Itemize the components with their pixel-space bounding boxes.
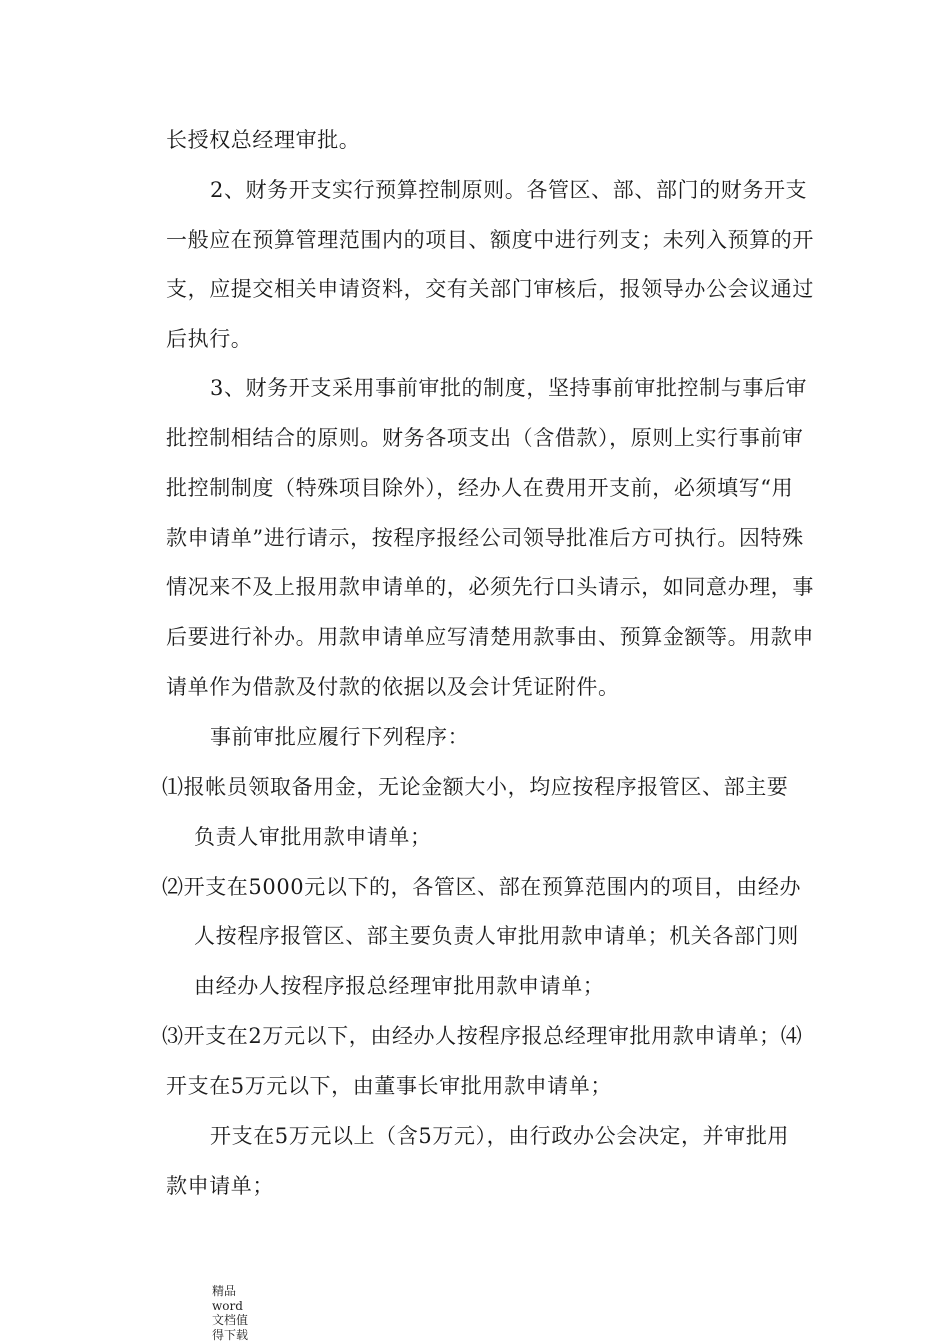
text-line: 请单作为借款及付款的依据以及会计凭证附件。 bbox=[166, 675, 620, 699]
list-item-2: ⑵开支在5000元以下的，各管区、部在预算范围内的项目，由经办 bbox=[162, 875, 802, 899]
text-line: 情况来不及上报用款申请单的，必须先行口头请示，如同意办理，事 bbox=[166, 575, 814, 599]
text-line: 后执行。 bbox=[166, 327, 253, 351]
list-item-2-cont: 由经办人按程序报总经理审批用款申请单； bbox=[194, 974, 605, 998]
text-line: 开支在5万元以上（含5万元），由行政办公会决定，并审批用 bbox=[210, 1124, 790, 1148]
text-line: 款申请单； bbox=[166, 1174, 274, 1198]
footer-line: 得下载 bbox=[212, 1327, 249, 1342]
list-item-1-cont: 负责人审批用款申请单； bbox=[194, 825, 432, 849]
paragraph-2-start: 2、财务开支实行预算控制原则。各管区、部、部门的财务开支 bbox=[210, 178, 808, 202]
text-line: 批控制制度（特殊项目除外），经办人在费用开支前，必须填写“用 bbox=[166, 476, 794, 500]
text-line: 一般应在预算管理范围内的项目、额度中进行列支；未列入预算的开 bbox=[166, 228, 814, 252]
list-item-2-cont: 人按程序报管区、部主要负责人审批用款申请单；机关各部门则 bbox=[194, 924, 799, 948]
text-line: 批控制相结合的原则。财务各项支出（含借款），原则上实行事前审 bbox=[166, 426, 804, 450]
procedure-heading: 事前审批应履行下列程序： bbox=[210, 725, 470, 749]
paragraph-3-start: 3、财务开支采用事前审批的制度，坚持事前审批控制与事后审 bbox=[210, 376, 808, 400]
list-item-4-cont: 开支在5万元以下，由董事长审批用款申请单； bbox=[166, 1074, 612, 1098]
footer-line: word bbox=[212, 1298, 243, 1313]
text-line: 长授权总经理审批。 bbox=[166, 128, 361, 152]
footer-watermark-text bbox=[212, 1284, 272, 1342]
text-line: 后要进行补办。用款申请单应写清楚用款事由、预算金额等。用款申 bbox=[166, 625, 814, 649]
text-line: 支，应提交相关申请资料，交有关部门审核后，报领导办公会议通过 bbox=[166, 277, 814, 301]
list-item-3: ⑶开支在2万元以下，由经办人按程序报总经理审批用款申请单；⑷ bbox=[162, 1024, 803, 1048]
footer-line: 精品 bbox=[212, 1284, 237, 1298]
list-item-1: ⑴报帐员领取备用金，无论金额大小，均应按程序报管区、部主要 bbox=[162, 775, 789, 799]
text-line: 款申请单”进行请示，按程序报经公司领导批准后方可执行。因特殊 bbox=[166, 526, 804, 550]
footer-line: 文档值 bbox=[212, 1313, 249, 1327]
